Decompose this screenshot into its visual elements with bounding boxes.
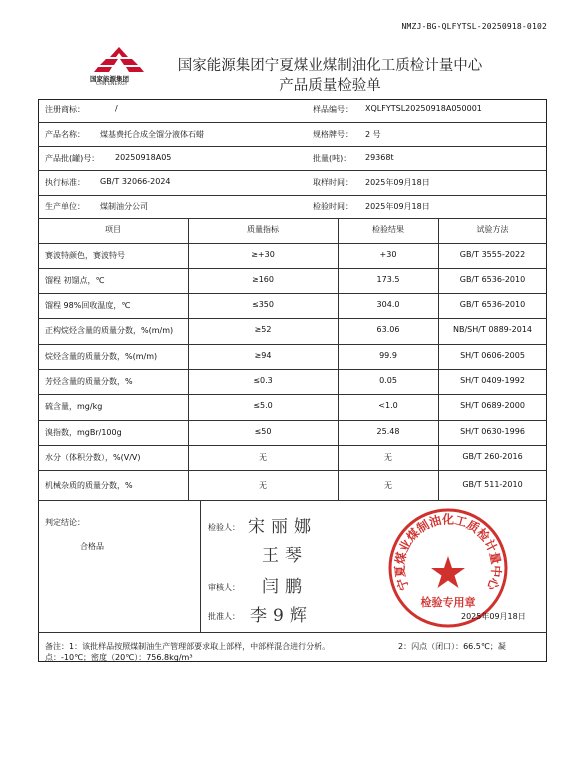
- cell-method: GB/T 511-2010: [462, 480, 523, 489]
- grid-hline: [38, 470, 547, 471]
- page-title: 国家能源集团宁夏煤业煤制油化工质检计量中心: [177, 58, 483, 74]
- cell-method: NB/SH/T 0889-2014: [453, 325, 532, 334]
- cell-method: SH/T 0409-1992: [460, 376, 525, 385]
- logo-name-cn: 国家能源集团: [90, 75, 129, 83]
- spec-label: 规格牌号：: [313, 130, 353, 139]
- cell-item: 正构烷烃含量的质量分数，%(m/m): [45, 326, 174, 335]
- cell-method: GB/T 3555-2022: [459, 250, 526, 259]
- approver-label: 批准人：: [208, 612, 240, 621]
- grid-hline: [38, 195, 547, 196]
- cell-spec: ≤50: [254, 427, 272, 436]
- product-label: 产品名称：: [45, 130, 85, 139]
- cell-method: SH/T 0606-2005: [460, 351, 525, 360]
- judgement-label: 判定结论：: [45, 518, 85, 527]
- cell-result: <1.0: [378, 401, 398, 410]
- reviewer-signature: 闫鹏: [262, 577, 308, 597]
- quantity-label: 批量(吨)：: [313, 154, 352, 163]
- cell-item: 机械杂质的质量分数，%: [45, 481, 133, 490]
- col-header-method: 试验方法: [476, 225, 509, 234]
- cell-item: 烷烃含量的质量分数，%(m/m): [45, 352, 158, 361]
- logo-name-en: CHN ENERGY: [96, 82, 128, 87]
- cell-result: 173.5: [376, 275, 400, 284]
- stamp-date: 2025年09月18日: [461, 612, 526, 621]
- grid-hline: [38, 369, 547, 370]
- cell-spec: ≥94: [254, 351, 272, 360]
- remark-line-1: 备注：1：该批样品按照煤制油生产管理部要求取上部样，中部样混合进行分析。: [45, 642, 331, 651]
- sample-no-value: XQLFYTSL20250918A050001: [365, 104, 482, 113]
- reviewer-label: 审核人：: [208, 583, 240, 592]
- cell-result: 无: [384, 453, 392, 462]
- producer-label: 生产单位：: [45, 202, 85, 211]
- cell-item: 馏程 98%回收温度，℃: [45, 301, 131, 310]
- cell-spec: ≤5.0: [253, 401, 273, 410]
- col-header-item: 项目: [105, 225, 121, 234]
- document-number: NMZJ-BG-QLFYTSL-20250918-0102: [401, 22, 547, 31]
- cell-item: 赛波特颜色，赛波特号: [45, 251, 125, 260]
- cell-method: GB/T 6536-2010: [459, 275, 526, 284]
- grid-hline: [38, 146, 547, 147]
- grid-vline: [200, 500, 201, 632]
- cell-method: SH/T 0689-2000: [460, 401, 525, 410]
- grid-hline: [38, 632, 547, 633]
- product-value: 煤基费托合成全馏分液体石蜡: [100, 130, 204, 139]
- cell-item: 溴指数，mgBr/100g: [45, 428, 122, 437]
- page-subtitle: 产品质量检验单: [279, 78, 381, 94]
- producer-value: 煤制油分公司: [100, 202, 148, 211]
- cell-result: 99.9: [379, 351, 397, 360]
- judgement-value: 合格品: [80, 542, 104, 551]
- grid-hline: [38, 318, 547, 319]
- inspector-label: 检验人：: [208, 523, 240, 532]
- cell-method: GB/T 260-2016: [462, 452, 523, 461]
- grid-hline: [38, 243, 547, 244]
- trademark-value: /: [115, 104, 118, 113]
- grid-hline: [38, 394, 547, 395]
- cell-item: 硫含量，mg/kg: [45, 402, 103, 411]
- spec-value: 2 号: [365, 130, 381, 139]
- grid-hline: [38, 445, 547, 446]
- test-time-label: 检验时间：: [313, 202, 353, 211]
- grid-hline: [38, 218, 547, 219]
- col-header-spec: 质量指标: [247, 225, 279, 234]
- cell-method: GB/T 6536-2010: [459, 300, 526, 309]
- sampling-time-label: 取样时间：: [313, 178, 353, 187]
- cell-spec: ≥52: [254, 325, 272, 334]
- cell-result: 304.0: [376, 300, 400, 309]
- cell-spec: ≤350: [252, 300, 274, 309]
- sampling-time-value: 2025年09月18日: [365, 178, 430, 187]
- grid-hline: [38, 170, 547, 171]
- grid-hline: [38, 268, 547, 269]
- grid-hline: [38, 344, 547, 345]
- sample-no-label: 样品编号：: [313, 105, 353, 114]
- cell-result: 63.06: [376, 325, 400, 334]
- cell-result: 0.05: [379, 376, 397, 385]
- inspector-signature-2: 王琴: [262, 546, 308, 566]
- inspector-signature-1: 宋丽娜: [248, 517, 317, 537]
- trademark-label: 注册商标：: [45, 105, 85, 114]
- grid-hline: [38, 293, 547, 294]
- cell-item: 馏程 初馏点，℃: [45, 276, 105, 285]
- cell-spec: 无: [259, 481, 267, 490]
- batch-value: 20250918A05: [115, 153, 172, 162]
- standard-label: 执行标准：: [45, 178, 85, 187]
- grid-hline: [38, 500, 547, 501]
- cell-item: 水分（体积分数），%(V/V): [45, 453, 141, 462]
- cell-item: 芳烃含量的质量分数，%: [45, 377, 133, 386]
- grid-hline: [38, 420, 547, 421]
- grid-hline: [38, 122, 547, 123]
- cell-result: +30: [379, 250, 397, 259]
- cell-spec: ≥+30: [251, 250, 275, 259]
- remark-line-1-right: 2：闪点（闭口）：66.5℃；凝: [398, 642, 506, 651]
- seal-center-text: 检验专用章: [420, 596, 476, 609]
- cell-result: 无: [384, 481, 392, 490]
- cell-spec: 无: [259, 453, 267, 462]
- col-header-result: 检验结果: [372, 225, 404, 234]
- test-time-value: 2025年09月18日: [365, 202, 430, 211]
- approver-signature: 李9辉: [250, 606, 313, 626]
- remark-line-2: 点：-10℃；密度（20℃）：756.8kg/m³: [45, 653, 193, 662]
- cell-spec: ≥160: [252, 275, 274, 284]
- quantity-value: 29368t: [365, 153, 394, 162]
- seal-ring-text: 宁夏煤业煤制油化工质检计量中心: [392, 512, 504, 593]
- batch-label: 产品批(罐)号：: [45, 154, 100, 163]
- standard-value: GB/T 32066-2024: [100, 177, 171, 186]
- cell-spec: ≤0.3: [253, 376, 273, 385]
- cell-result: 25.48: [376, 427, 400, 436]
- cell-method: SH/T 0630-1996: [460, 427, 525, 436]
